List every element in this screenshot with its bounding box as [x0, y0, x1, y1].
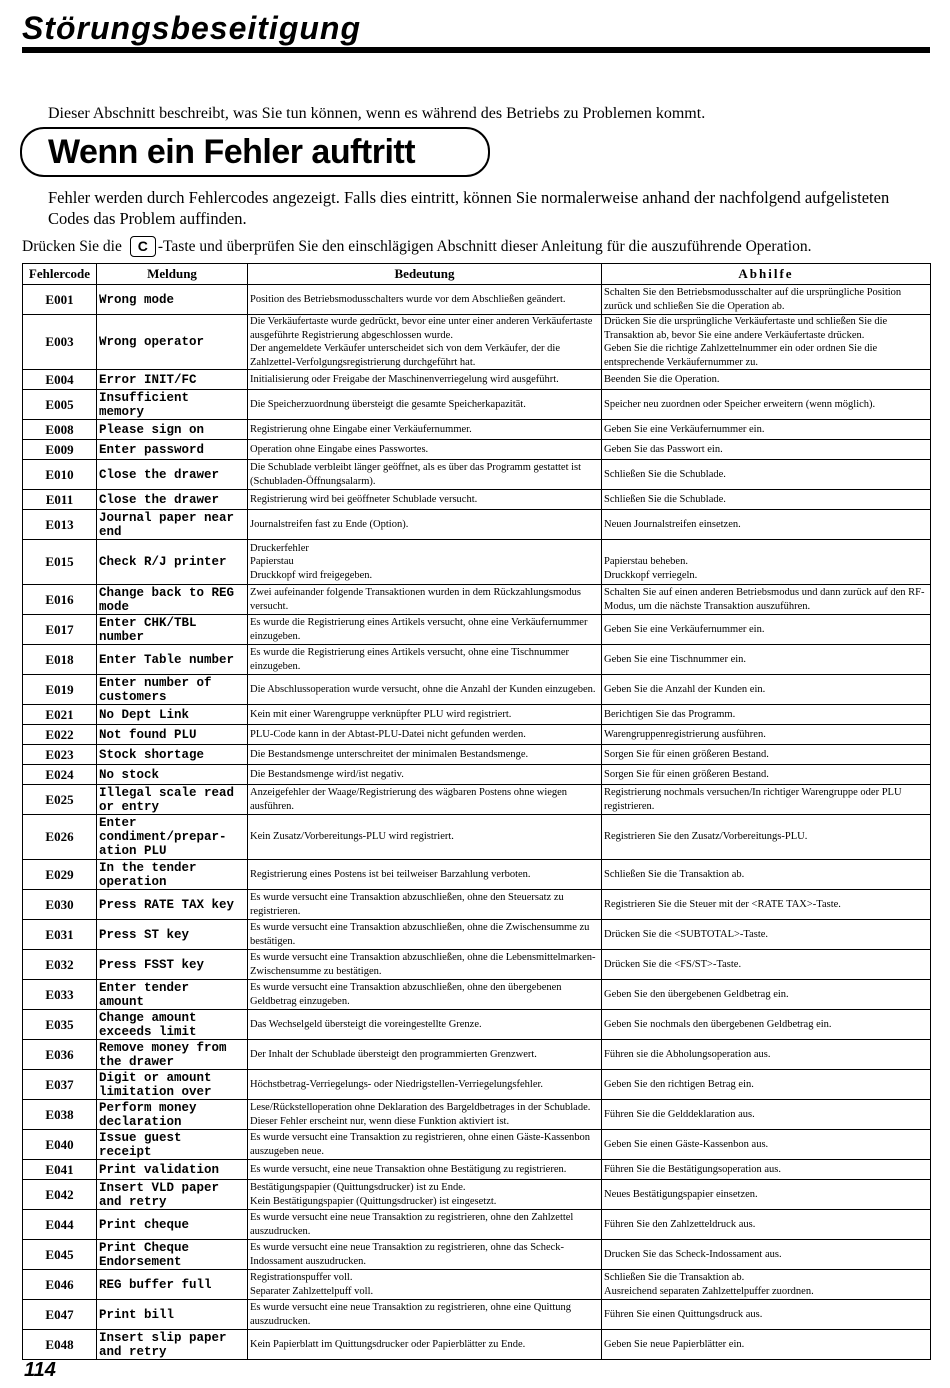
error-remedy-cell: Geben Sie das Passwort ein.	[602, 440, 931, 460]
table-row	[23, 370, 931, 390]
table-row	[23, 440, 931, 460]
table-row	[23, 1240, 931, 1270]
error-meaning-cell: Die Verkäufertaste wurde gedrückt, bevor eine unter einer anderen Verkäufertaste ausgeführte Registrierung abgeschlossen wurde. Der angemeldete Verkäufer unterscheidet sich von dem Verkäufer, der die Zahlzettel-Verfolgungsregistrierung durchgeführt hat.	[248, 315, 602, 370]
error-code-cell: E041	[23, 1160, 97, 1180]
error-message-cell: Wrong mode	[97, 285, 248, 315]
error-meaning-cell: Es wurde versucht eine Transaktion abzuschließen, ohne die Lebensmittelmarken-Zwischensumme zu bestätigen.	[248, 950, 602, 980]
error-meaning-cell: Es wurde versucht eine neue Transaktion zu registrieren, ohne den Zahlzettel auszudrucken.	[248, 1210, 602, 1240]
error-message-cell: Remove money from the drawer	[97, 1040, 248, 1070]
error-code-cell: E015	[23, 540, 97, 585]
error-message-cell: Change back to REG mode	[97, 585, 248, 615]
error-code-cell: E036	[23, 1040, 97, 1070]
error-remedy-cell: Sorgen Sie für einen größeren Bestand.	[602, 745, 931, 765]
error-remedy-cell: Registrieren Sie die Steuer mit der <RATE TAX>-Taste.	[602, 890, 931, 920]
error-meaning-cell: Kein Papierblatt im Quittungsdrucker oder Papierblätter zu Ende.	[248, 1330, 602, 1360]
table-row	[23, 815, 931, 860]
error-meaning-cell: Es wurde versucht eine neue Transaktion zu registrieren, ohne das Scheck-Indossament auszudrucken.	[248, 1240, 602, 1270]
column-header-remedy: Abhilfe	[602, 264, 931, 285]
error-remedy-cell: Führen Sie einen Quittungsdruck aus.	[602, 1300, 931, 1330]
error-message-cell: Insert VLD paper and retry	[97, 1180, 248, 1210]
error-remedy-cell: Geben Sie eine Verkäufernummer ein.	[602, 615, 931, 645]
error-code-cell: E033	[23, 980, 97, 1010]
error-meaning-cell: Höchstbetrag-Verriegelungs- oder Niedrigstellen-Verriegelungsfehler.	[248, 1070, 602, 1100]
table-row	[23, 510, 931, 540]
instruction-line	[22, 236, 811, 257]
instruction-after: -Taste und überprüfen Sie den einschlägigen Abschnitt dieser Anleitung für die auszuführende Operation.	[157, 238, 812, 255]
error-meaning-cell: Position des Betriebsmodusschalters wurde vor dem Abschließen geändert.	[248, 285, 602, 315]
error-remedy-cell: Registrierung nochmals versuchen/In richtiger Warengruppe oder PLU registrieren.	[602, 785, 931, 815]
table-row	[23, 1330, 931, 1360]
error-message-cell: In the tender operation	[97, 860, 248, 890]
c-key-icon: C	[130, 236, 156, 257]
section-title: Wenn ein Fehler auftritt	[48, 133, 416, 171]
table-row	[23, 705, 931, 725]
table-row	[23, 460, 931, 490]
error-remedy-cell: Berichtigen Sie das Programm.	[602, 705, 931, 725]
error-remedy-cell: Drucken Sie das Scheck-Indossament aus.	[602, 1240, 931, 1270]
error-message-cell: Stock shortage	[97, 745, 248, 765]
error-meaning-cell: Registrierung eines Postens ist bei teilweiser Barzahlung verboten.	[248, 860, 602, 890]
error-meaning-cell: Initialisierung oder Freigabe der Maschinenverriegelung wird ausgeführt.	[248, 370, 602, 390]
error-meaning-cell: Zwei aufeinander folgende Transaktionen wurden in dem Rückzahlungsmodus versucht.	[248, 585, 602, 615]
error-remedy-cell: Papierstau beheben. Druckkopf verriegeln.	[602, 540, 931, 585]
column-header-meaning: Bedeutung	[248, 264, 602, 285]
error-code-cell: E009	[23, 440, 97, 460]
error-meaning-cell: Die Bestandsmenge wird/ist negativ.	[248, 765, 602, 785]
error-meaning-cell: Es wurde versucht eine neue Transaktion zu registrieren, ohne eine Quittung auszudrucken.	[248, 1300, 602, 1330]
error-message-cell: Please sign on	[97, 420, 248, 440]
page-title: Störungsbeseitigung	[22, 10, 361, 46]
error-remedy-cell: Sorgen Sie für einen größeren Bestand.	[602, 765, 931, 785]
table-row	[23, 1040, 931, 1070]
error-remedy-cell: Speicher neu zuordnen oder Speicher erweitern (wenn möglich).	[602, 390, 931, 420]
error-message-cell: Press FSST key	[97, 950, 248, 980]
error-meaning-cell: Die Schublade verbleibt länger geöffnet, als es über das Programm gestattet ist (Schubladen-Öffnungsalarm).	[248, 460, 602, 490]
table-row	[23, 1160, 931, 1180]
error-remedy-cell: Führen Sie den Zahlzetteldruck aus.	[602, 1210, 931, 1240]
error-message-cell: Digit or amount limitation over	[97, 1070, 248, 1100]
error-code-cell: E018	[23, 645, 97, 675]
error-code-cell: E026	[23, 815, 97, 860]
error-meaning-cell: Registrationspuffer voll. Separater Zahlzettelpuff voll.	[248, 1270, 602, 1300]
error-meaning-cell: Druckerfehler Papierstau Druckkopf wird freigegeben.	[248, 540, 602, 585]
error-code-cell: E004	[23, 370, 97, 390]
error-code-cell: E047	[23, 1300, 97, 1330]
error-message-cell: Perform money declaration	[97, 1100, 248, 1130]
error-code-cell: E048	[23, 1330, 97, 1360]
error-meaning-cell: Anzeigefehler der Waage/Registrierung des wägbaren Postens ohne wiegen ausführen.	[248, 785, 602, 815]
error-code-cell: E021	[23, 705, 97, 725]
error-remedy-cell: Führen Sie die Bestätigungsoperation aus.	[602, 1160, 931, 1180]
error-remedy-cell: Geben Sie einen Gäste-Kassenbon aus.	[602, 1130, 931, 1160]
table-row	[23, 420, 931, 440]
error-message-cell: Print validation	[97, 1160, 248, 1180]
error-remedy-cell: Warengruppenregistrierung ausführen.	[602, 725, 931, 745]
error-meaning-cell: Es wurde die Registrierung eines Artikels versucht, ohne eine Tischnummer einzugeben.	[248, 645, 602, 675]
error-message-cell: Close the drawer	[97, 460, 248, 490]
error-meaning-cell: Kein Zusatz/Vorbereitungs-PLU wird registriert.	[248, 815, 602, 860]
error-message-cell: Close the drawer	[97, 490, 248, 510]
error-message-cell: Wrong operator	[97, 315, 248, 370]
error-remedy-cell: Schließen Sie die Transaktion ab. Ausreichend separaten Zahlzettelpuffer zuordnen.	[602, 1270, 931, 1300]
table-row	[23, 890, 931, 920]
error-code-cell: E032	[23, 950, 97, 980]
error-code-cell: E040	[23, 1130, 97, 1160]
error-meaning-cell: Bestätigungspapier (Quittungsdrucker) ist zu Ende. Kein Bestätigungspapier (Quittungsdrucker) ist eingesetzt.	[248, 1180, 602, 1210]
error-meaning-cell: Die Bestandsmenge unterschreitet der minimalen Bestandsmenge.	[248, 745, 602, 765]
error-remedy-cell: Drücken Sie die <FS/ST>-Taste.	[602, 950, 931, 980]
error-message-cell: No stock	[97, 765, 248, 785]
error-message-cell: Illegal scale read or entry	[97, 785, 248, 815]
error-meaning-cell: Der Inhalt der Schublade übersteigt den programmierten Grenzwert.	[248, 1040, 602, 1070]
error-message-cell: Enter condiment/prepar- ation PLU	[97, 815, 248, 860]
error-message-cell: Print cheque	[97, 1210, 248, 1240]
error-meaning-cell: Lese/Rückstelloperation ohne Deklaration des Bargeldbetrages in der Schublade. Dieser Fehler erscheint nur, wenn diese Funktion aktiviert ist.	[248, 1100, 602, 1130]
error-meaning-cell: Es wurde versucht, eine neue Transaktion ohne Bestätigung zu registrieren.	[248, 1160, 602, 1180]
table-row	[23, 675, 931, 705]
error-remedy-cell: Geben Sie den übergebenen Geldbetrag ein.	[602, 980, 931, 1010]
error-message-cell: Print Cheque Endorsement	[97, 1240, 248, 1270]
error-remedy-cell: Führen sie die Abholungsoperation aus.	[602, 1040, 931, 1070]
error-meaning-cell: Es wurde versucht eine Transaktion zu registrieren, ohne einen Gäste-Kassenbon auszugeben neue.	[248, 1130, 602, 1160]
error-message-cell: No Dept Link	[97, 705, 248, 725]
error-message-cell: Enter Table number	[97, 645, 248, 675]
error-message-cell: Insert slip paper and retry	[97, 1330, 248, 1360]
error-remedy-cell: Schalten Sie den Betriebsmodusschalter auf die ursprüngliche Position zurück und schließen Sie die Operation ab.	[602, 285, 931, 315]
error-remedy-cell: Schalten Sie auf einen anderen Betriebsmodus und dann zurück auf den RF-Modus, um die nächste Transaktion auszuführen.	[602, 585, 931, 615]
error-meaning-cell: Die Speicherzuordnung übersteigt die gesamte Speicherkapazität.	[248, 390, 602, 420]
error-code-cell: E038	[23, 1100, 97, 1130]
error-meaning-cell: Es wurde die Registrierung eines Artikels versucht, ohne eine Verkäufernummer einzugeben.	[248, 615, 602, 645]
error-remedy-cell: Schließen Sie die Transaktion ab.	[602, 860, 931, 890]
column-header-message: Meldung	[97, 264, 248, 285]
table-row	[23, 1300, 931, 1330]
error-meaning-cell: Das Wechselgeld übersteigt die voreingestellte Grenze.	[248, 1010, 602, 1040]
table-row	[23, 725, 931, 745]
title-rule	[22, 47, 930, 53]
table-row	[23, 1180, 931, 1210]
error-code-cell: E035	[23, 1010, 97, 1040]
error-message-cell: Error INIT/FC	[97, 370, 248, 390]
error-code-cell: E045	[23, 1240, 97, 1270]
table-row	[23, 390, 931, 420]
error-remedy-cell: Geben Sie die Anzahl der Kunden ein.	[602, 675, 931, 705]
error-meaning-cell: Kein mit einer Warengruppe verknüpfter PLU wird registriert.	[248, 705, 602, 725]
error-code-cell: E011	[23, 490, 97, 510]
error-meaning-cell: PLU-Code kann in der Abtast-PLU-Datei nicht gefunden werden.	[248, 725, 602, 745]
error-remedy-cell: Geben Sie den richtigen Betrag ein.	[602, 1070, 931, 1100]
error-table-body	[23, 285, 931, 1360]
error-message-cell: Journal paper near end	[97, 510, 248, 540]
error-code-cell: E005	[23, 390, 97, 420]
table-row	[23, 745, 931, 765]
table-row	[23, 785, 931, 815]
error-meaning-cell: Registrierung wird bei geöffneter Schublade versucht.	[248, 490, 602, 510]
intro-text: Dieser Abschnitt beschreibt, was Sie tun können, wenn es während des Betriebs zu Problemen kommt.	[48, 105, 706, 122]
error-code-cell: E025	[23, 785, 97, 815]
table-row	[23, 285, 931, 315]
section-description: Fehler werden durch Fehlercodes angezeigt. Falls dies eintritt, können Sie normalerweise anhand der nachfolgend aufgelisteten Codes das Problem auffinden.	[48, 188, 890, 228]
error-message-cell: Enter number of customers	[97, 675, 248, 705]
error-code-cell: E029	[23, 860, 97, 890]
error-code-cell: E046	[23, 1270, 97, 1300]
error-message-cell: REG buffer full	[97, 1270, 248, 1300]
error-code-cell: E037	[23, 1070, 97, 1100]
error-message-cell: Check R/J printer	[97, 540, 248, 585]
error-code-cell: E003	[23, 315, 97, 370]
error-code-cell: E017	[23, 615, 97, 645]
table-row	[23, 540, 931, 585]
error-code-cell: E031	[23, 920, 97, 950]
table-row	[23, 860, 931, 890]
table-row	[23, 1100, 931, 1130]
error-meaning-cell: Die Abschlussoperation wurde versucht, ohne die Anzahl der Kunden einzugeben.	[248, 675, 602, 705]
error-remedy-cell: Drücken Sie die ursprüngliche Verkäufertaste und schließen Sie die Transaktion ab, bevor Sie eine andere Verkäufertaste drücken. Geben Sie die richtige Zahlzettelnummer ein oder ordnen Sie die entsprechende Verkäufernummer zu.	[602, 315, 931, 370]
error-message-cell: Press ST key	[97, 920, 248, 950]
error-remedy-cell: Neuen Journalstreifen einsetzen.	[602, 510, 931, 540]
error-meaning-cell: Journalstreifen fast zu Ende (Option).	[248, 510, 602, 540]
table-row	[23, 1270, 931, 1300]
error-message-cell: Not found PLU	[97, 725, 248, 745]
error-meaning-cell: Es wurde versucht eine Transaktion abzuschließen, ohne die Zwischensumme zu bestätigen.	[248, 920, 602, 950]
error-message-cell: Press RATE TAX key	[97, 890, 248, 920]
table-row	[23, 615, 931, 645]
error-remedy-cell: Drücken Sie die <SUBTOTAL>-Taste.	[602, 920, 931, 950]
table-row	[23, 950, 931, 980]
error-code-cell: E023	[23, 745, 97, 765]
table-row	[23, 765, 931, 785]
error-remedy-cell: Geben Sie eine Verkäufernummer ein.	[602, 420, 931, 440]
error-meaning-cell: Es wurde versucht eine Transaktion abzuschließen, ohne den Steuersatz zu registrieren.	[248, 890, 602, 920]
error-remedy-cell: Neues Bestätigungspapier einsetzen.	[602, 1180, 931, 1210]
error-message-cell: Issue guest receipt	[97, 1130, 248, 1160]
table-header-row	[23, 264, 931, 285]
table-row	[23, 1070, 931, 1100]
error-remedy-cell: Registrieren Sie den Zusatz/Vorbereitungs-PLU.	[602, 815, 931, 860]
table-row	[23, 645, 931, 675]
error-remedy-cell: Geben Sie neue Papierblätter ein.	[602, 1330, 931, 1360]
error-message-cell: Enter CHK/TBL number	[97, 615, 248, 645]
error-code-cell: E013	[23, 510, 97, 540]
column-header-code: Fehlercode	[23, 264, 97, 285]
error-code-cell: E030	[23, 890, 97, 920]
error-table	[22, 263, 931, 1360]
error-code-cell: E010	[23, 460, 97, 490]
error-message-cell: Enter password	[97, 440, 248, 460]
table-row	[23, 315, 931, 370]
table-row	[23, 1210, 931, 1240]
table-row	[23, 585, 931, 615]
error-code-cell: E042	[23, 1180, 97, 1210]
error-code-cell: E044	[23, 1210, 97, 1240]
table-row	[23, 1130, 931, 1160]
error-remedy-cell: Führen Sie die Gelddeklaration aus.	[602, 1100, 931, 1130]
error-code-cell: E008	[23, 420, 97, 440]
error-remedy-cell: Schließen Sie die Schublade.	[602, 490, 931, 510]
error-message-cell: Enter tender amount	[97, 980, 248, 1010]
instruction-before: Drücken Sie die	[22, 238, 122, 255]
page-number: 114	[24, 1359, 56, 1381]
error-remedy-cell: Geben Sie nochmals den übergebenen Geldbetrag ein.	[602, 1010, 931, 1040]
table-row	[23, 1010, 931, 1040]
error-meaning-cell: Operation ohne Eingabe eines Passwortes.	[248, 440, 602, 460]
error-remedy-cell: Geben Sie eine Tischnummer ein.	[602, 645, 931, 675]
error-code-cell: E024	[23, 765, 97, 785]
error-meaning-cell: Es wurde versucht eine Transaktion abzuschließen, ohne den übergebenen Geldbetrag einzugeben.	[248, 980, 602, 1010]
error-code-cell: E019	[23, 675, 97, 705]
error-code-cell: E022	[23, 725, 97, 745]
error-code-cell: E016	[23, 585, 97, 615]
error-remedy-cell: Beenden Sie die Operation.	[602, 370, 931, 390]
error-remedy-cell: Schließen Sie die Schublade.	[602, 460, 931, 490]
table-row	[23, 490, 931, 510]
error-message-cell: Insufficient memory	[97, 390, 248, 420]
error-message-cell: Print bill	[97, 1300, 248, 1330]
table-row	[23, 980, 931, 1010]
error-message-cell: Change amount exceeds limit	[97, 1010, 248, 1040]
table-row	[23, 920, 931, 950]
error-meaning-cell: Registrierung ohne Eingabe einer Verkäufernummer.	[248, 420, 602, 440]
error-code-cell: E001	[23, 285, 97, 315]
